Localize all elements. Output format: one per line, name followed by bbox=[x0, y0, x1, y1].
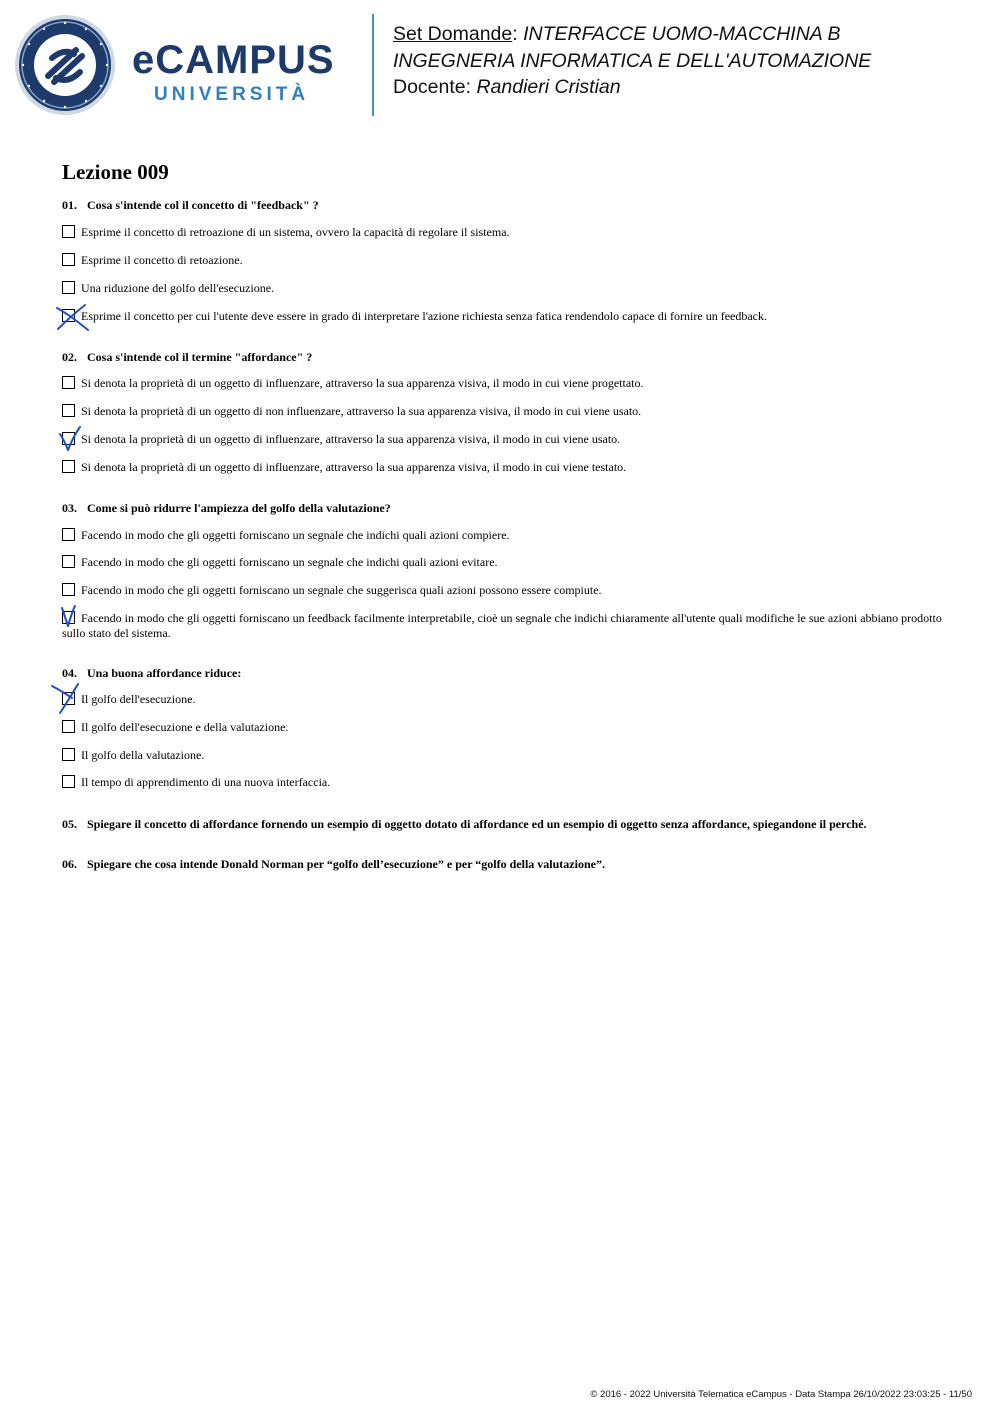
answer-checkbox[interactable] bbox=[62, 775, 75, 788]
answer-text: Una riduzione del golfo dell'esecuzione. bbox=[81, 281, 275, 295]
answer-text: Si denota la proprietà di un oggetto di influenzare, attraverso la sua apparenza visiva, il modo in cui viene usato. bbox=[81, 432, 621, 446]
teacher-name: Randieri Cristian bbox=[476, 76, 621, 98]
answer-option bbox=[62, 460, 942, 475]
question-number: 04. bbox=[62, 666, 77, 680]
question-title bbox=[62, 198, 319, 213]
brand-subtitle: UNIVERSITÀ bbox=[154, 84, 310, 105]
answer-option bbox=[62, 281, 942, 296]
answer-text: Esprime il concetto per cui l'utente deve essere in grado di interpretare l'azione richiesta senza fatica rendendolo capace di fornire un feedback. bbox=[81, 309, 767, 323]
degree-name: INGEGNERIA INFORMATICA E DELL'AUTOMAZIONE bbox=[393, 49, 872, 72]
answer-text: Facendo in modo che gli oggetti forniscano un feedback facilmente interpretabile, cioè un segnale che indichi chiaramente all'utente quali modifiche le sue azioni abbiano prodotto sullo stato del sistema. bbox=[62, 611, 942, 640]
answer-option bbox=[62, 309, 942, 324]
answer-checkbox[interactable] bbox=[62, 376, 75, 389]
answer-text: Il golfo dell'esecuzione. bbox=[81, 692, 196, 706]
answer-option bbox=[62, 376, 942, 391]
set-colon: : bbox=[512, 23, 524, 45]
teacher-label: Docente: bbox=[393, 76, 477, 98]
header-info bbox=[393, 21, 871, 101]
question-text: Cosa s'intende col il termine "affordance" ? bbox=[87, 350, 313, 364]
answer-option bbox=[62, 432, 942, 447]
answer-text: Si denota la proprietà di un oggetto di non influenzare, attraverso la sua apparenza visiva, il modo in cui viene usato. bbox=[81, 404, 642, 418]
answer-text: Si denota la proprietà di un oggetto di influenzare, attraverso la sua apparenza visiva, il modo in cui viene testato. bbox=[81, 460, 627, 474]
answer-checkbox[interactable] bbox=[62, 555, 75, 568]
answer-text: Facendo in modo che gli oggetti forniscano un segnale che suggerisca quali azioni possono essere compiute. bbox=[81, 583, 602, 597]
answer-checkbox[interactable] bbox=[62, 225, 75, 238]
header-line-teacher bbox=[393, 74, 871, 101]
question-title bbox=[62, 666, 241, 681]
question-text: Spiegare che cosa intende Donald Norman per “golfo dell’esecuzione” e per “golfo della valutazione”. bbox=[87, 857, 605, 871]
lesson-title: Lezione 009 bbox=[62, 160, 169, 184]
ecampus-logo bbox=[14, 14, 359, 116]
answer-option bbox=[62, 720, 942, 735]
answer-checkbox[interactable] bbox=[62, 748, 75, 761]
answer-text: Il tempo di apprendimento di una nuova interfaccia. bbox=[81, 775, 331, 789]
answer-option bbox=[62, 748, 942, 763]
pen-check-mark-icon bbox=[58, 426, 88, 456]
question-title bbox=[62, 817, 867, 832]
question-number: 03. bbox=[62, 501, 77, 515]
answer-text: Il golfo della valutazione. bbox=[81, 748, 205, 762]
question-title bbox=[62, 857, 605, 872]
question-title bbox=[62, 501, 391, 516]
brand-name: eCAMPUS bbox=[132, 38, 335, 82]
answer-checkbox[interactable] bbox=[62, 253, 75, 266]
answer-text: Facendo in modo che gli oggetti forniscano un segnale che indichi quali azioni evitare. bbox=[81, 555, 498, 569]
question-number: 05. bbox=[62, 817, 77, 831]
question-text: Come si può ridurre l'ampiezza del golfo della valutazione? bbox=[87, 501, 391, 515]
question-text: Una buona affordance riduce: bbox=[87, 666, 242, 680]
answer-checkbox[interactable] bbox=[62, 460, 75, 473]
answer-option bbox=[62, 692, 942, 707]
answer-checkbox[interactable] bbox=[62, 281, 75, 294]
question-number: 01. bbox=[62, 198, 77, 212]
answer-checkbox[interactable] bbox=[62, 720, 75, 733]
answer-option bbox=[62, 611, 942, 641]
answer-checkbox[interactable] bbox=[62, 583, 75, 596]
brand-wordmark bbox=[132, 40, 335, 106]
answer-option bbox=[62, 775, 942, 790]
answer-checkbox[interactable] bbox=[62, 404, 75, 417]
answer-option bbox=[62, 528, 942, 543]
answer-option bbox=[62, 583, 942, 598]
answer-text: Il golfo dell'esecuzione e della valutazione. bbox=[81, 720, 289, 734]
page-footer: © 2016 - 2022 Università Telematica eCampus - Data Stampa 26/10/2022 23:03:25 - 11/50 bbox=[590, 1389, 972, 1400]
set-label: Set Domande bbox=[393, 23, 513, 45]
question-text: Spiegare il concetto di affordance fornendo un esempio di oggetto dotato di affordance ed un esempio di oggetto senza affordance, spiegandone il perché. bbox=[87, 817, 867, 831]
pen-check-mark-icon bbox=[60, 604, 86, 634]
header-line-course bbox=[393, 21, 871, 48]
question-number: 02. bbox=[62, 350, 77, 364]
answer-option bbox=[62, 225, 942, 240]
answer-option bbox=[62, 404, 942, 419]
question-number: 06. bbox=[62, 857, 77, 871]
answer-checkbox[interactable] bbox=[62, 528, 75, 541]
question-text: Cosa s'intende col il concetto di "feedback" ? bbox=[87, 198, 319, 212]
answer-option bbox=[62, 253, 942, 268]
answer-text: Esprime il concetto di retoazione. bbox=[81, 253, 243, 267]
answer-text: Esprime il concetto di retroazione di un sistema, ovvero la capacità di regolare il sistema. bbox=[81, 225, 510, 239]
header-divider bbox=[372, 14, 374, 116]
question-title bbox=[62, 350, 312, 365]
course-name: INTERFACCE UOMO-MACCHINA B bbox=[523, 23, 841, 45]
pen-cross-mark-icon bbox=[54, 304, 94, 334]
pen-cross-mark-icon bbox=[50, 682, 92, 716]
university-seal-icon bbox=[14, 14, 116, 116]
answer-text: Si denota la proprietà di un oggetto di influenzare, attraverso la sua apparenza visiva, il modo in cui viene progettato. bbox=[81, 376, 644, 390]
answer-option bbox=[62, 555, 942, 570]
answer-text: Facendo in modo che gli oggetti forniscano un segnale che indichi quali azioni compiere. bbox=[81, 528, 510, 542]
